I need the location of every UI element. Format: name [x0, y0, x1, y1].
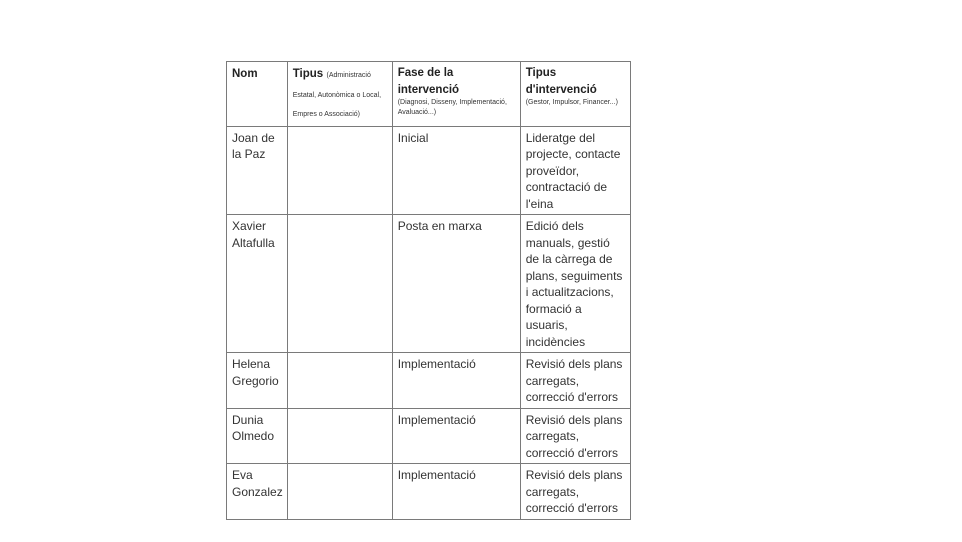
table-row — [227, 408, 631, 464]
header-fase — [392, 62, 520, 127]
cell-nom: Eva Gonzalez — [227, 464, 288, 520]
cell-tipus-intervencio: Revisió dels plans carregats, correcció d'errors — [520, 353, 630, 409]
table-row — [227, 126, 631, 215]
header-tipus-intervencio-label: Tipus d'intervenció — [525, 67, 597, 96]
table-row — [227, 464, 631, 520]
cell-nom: Xavier Altafulla — [227, 215, 288, 353]
cell-tipus-intervencio: Edició dels manuals, gestió de la càrrega de plans, seguiments i actualitzacions, formació a usuaris, incidències — [520, 215, 630, 353]
header-nom-label: Nom — [232, 68, 258, 80]
header-tipus-intervencio — [520, 62, 630, 127]
table-row — [227, 215, 631, 353]
header-tipus-sublabel: (Administració Estatal, Autonòmica o Local, Empres o Associació) — [292, 72, 382, 118]
header-fase-label: Fase de la intervenció — [397, 67, 460, 96]
cell-tipus — [287, 126, 392, 215]
cell-nom: Joan de la Paz — [227, 126, 288, 215]
header-tipus-intervencio-sublabel: (Gestor, Impulsor, Financer...) — [525, 99, 618, 106]
cell-tipus — [287, 353, 392, 409]
table-row — [227, 353, 631, 409]
cell-tipus — [287, 408, 392, 464]
header-tipus-label: Tipus — [292, 68, 324, 80]
cell-tipus-intervencio: Revisió dels plans carregats, correcció d'errors — [520, 408, 630, 464]
table-header-row — [227, 62, 631, 127]
intervention-table-container — [226, 61, 631, 520]
header-tipus — [287, 62, 392, 127]
cell-tipus — [287, 464, 392, 520]
header-nom — [227, 62, 288, 127]
header-fase-sublabel: (Diagnosi, Disseny, Implementació, Avaluació...) — [397, 99, 507, 116]
cell-tipus — [287, 215, 392, 353]
cell-fase: Inicial — [392, 126, 520, 215]
cell-tipus-intervencio: Lideratge del projecte, contacte proveïdor, contractació de l'eina — [520, 126, 630, 215]
cell-nom: Dunia Olmedo — [227, 408, 288, 464]
cell-fase: Implementació — [392, 353, 520, 409]
cell-tipus-intervencio: Revisió dels plans carregats, correcció d'errors — [520, 464, 630, 520]
cell-nom: Helena Gregorio — [227, 353, 288, 409]
cell-fase: Posta en marxa — [392, 215, 520, 353]
intervention-table — [226, 61, 631, 520]
cell-fase: Implementació — [392, 408, 520, 464]
cell-fase: Implementació — [392, 464, 520, 520]
